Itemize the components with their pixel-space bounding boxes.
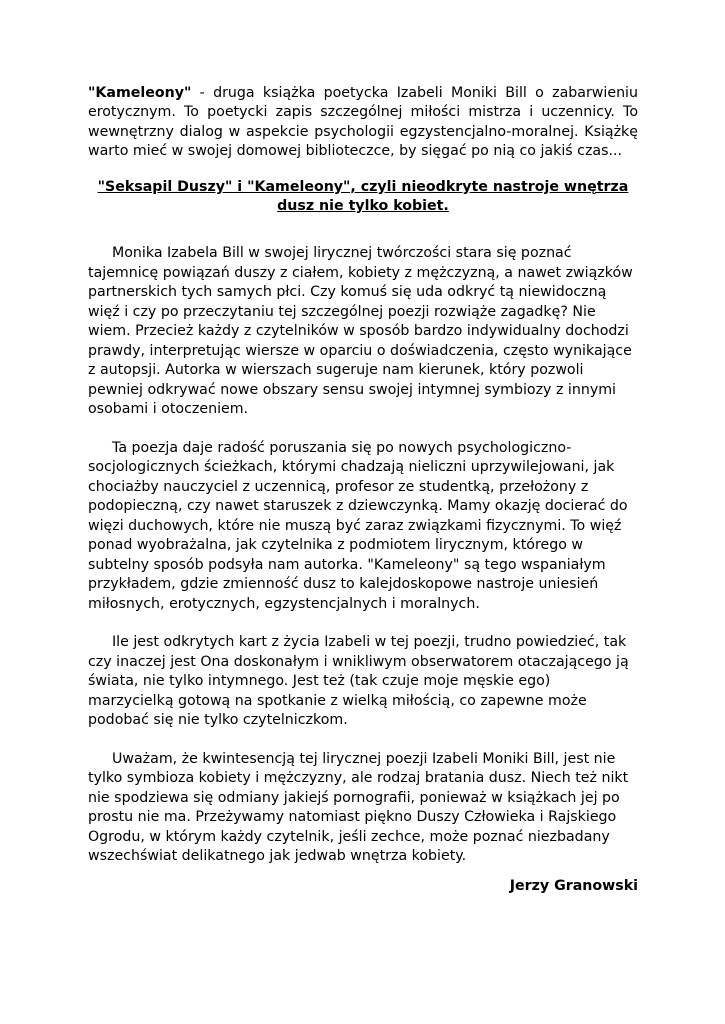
body-paragraph-1: Monika Izabela Bill w swojej lirycznej twórczości stara się poznać tajemnicę powiązań duszy z ciałem, kobiety z mężczyzną, a nawet związków partnerskich tych samych płci. Czy komuś się uda odkryć tą niewidoczną więź i czy po przeczytaniu tej szczególnej poezji rozwiąże zagadkę? Nie wiem. Przecież każdy z czytelników w sposób bardzo indywidualny dochodzi prawdy, interpretując wiersze w oparciu o doświadczenia, często wynikające z autopsji. Autorka w wierszach sugeruje nam kierunek, który pozwoli pewniej odkrywać nowe obszary sensu swojej intymnej symbiozy z innymi osobami i otoczeniem.	[88, 245, 633, 418]
intro-text: - druga książka poetycka Izabeli Moniki Bill o zabarwieniu erotycznym. To poetycki zapis szczególnej miłości mistrza i uczennicy. To wewnętrzny dialog w aspekcie psychologii egzystencjalno-moralnej. Książkę warto mieć w swojej domowej biblioteczce, by sięgać po nią co jakiś czas...	[88, 85, 638, 160]
author-signature: Jerzy Granowski	[509, 877, 638, 894]
intro-paragraph	[88, 84, 638, 162]
article-heading: "Seksapil Duszy" i "Kameleony", czyli nieodkryte nastroje wnętrza dusz nie tylko kobiet.	[97, 178, 629, 215]
body-paragraph-3: Ile jest odkrytych kart z życia Izabeli w tej poezji, trudno powiedzieć, tak czy inaczej jest Ona doskonałym i wnikliwym obserwatorem otaczającego ją świata, nie tylko intymnego. Jest też (tak czuje moje męskie ego) marzycielką gotową na spotkanie z wielką miłością, co zapewne może podobać się nie tylko czytelniczkom.	[88, 634, 629, 729]
body-paragraph-2: Ta poezja daje radość poruszania się po nowych psychologiczno-socjologicznych ścieżkach, którymi chadzają nieliczni uprzywilejowani, jak chociażby nauczyciel z uczennicą, profesor ze studentką, przełożony z podopieczną, czy nawet staruszek z dziewczynką. Mamy okazję docierać do więzi duchowych, które nie muszą być zaraz związkami fizycznymi. To więź ponad wyobrażalna, jak czytelnika z podmiotem lirycznym, którego w subtelny sposób podsyła nam autorka. "Kameleony" są tego wspaniałym przykładem, gdzie zmienność dusz to kalejdoskopowe nastroje uniesień miłosnych, erotycznych, egzystencjalnych i moralnych.	[88, 439, 628, 612]
document-page	[88, 84, 638, 896]
body-paragraph-4: Uważam, że kwintesencją tej lirycznej poezji Izabeli Moniki Bill, jest nie tylko symbioza kobiety i mężczyzny, ale rodzaj bratania dusz. Niech też nikt nie spodziewa się odmiany jakiejś pornografii, ponieważ w książkach jej po prostu nie ma. Przeżywamy natomiast piękno Duszy Człowieka i Rajskiego Ogrodu, w którym każdy czytelnik, jeśli zechce, może poznać niezbadany wszechświat delikatnego jak jedwab wnętrza kobiety.	[88, 750, 629, 865]
book-title: "Kameleony"	[88, 85, 192, 101]
